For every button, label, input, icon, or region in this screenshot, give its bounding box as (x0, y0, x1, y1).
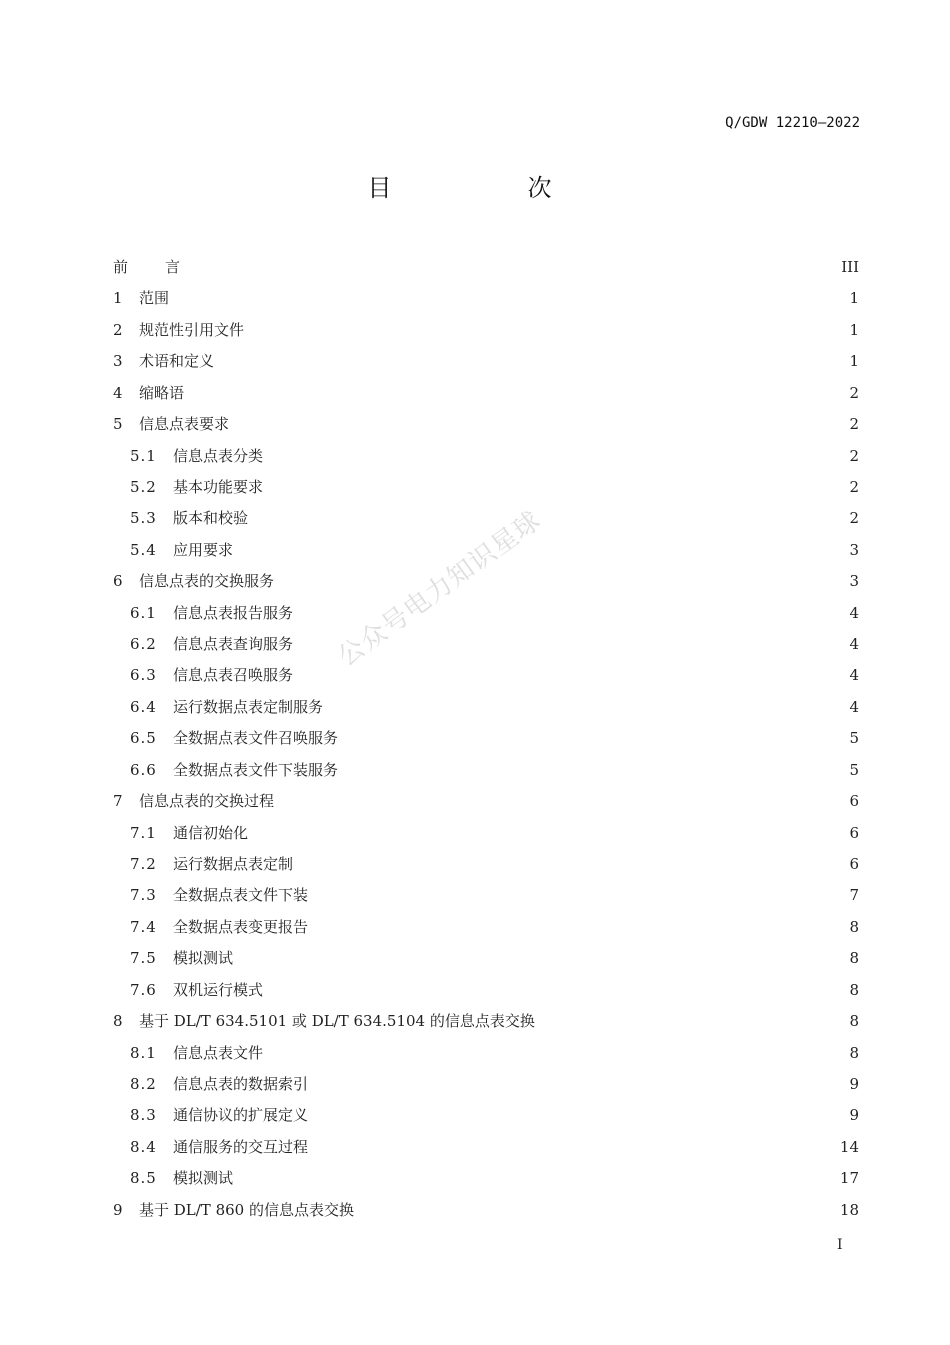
toc-entry-page: 2 (849, 446, 859, 465)
toc-entry-number: 7.4 (130, 917, 157, 936)
toc-entry-number: 8.4 (130, 1137, 157, 1156)
toc-entry-title: 运行数据点表定制服务 (173, 697, 324, 716)
toc-entry-number: 2 (113, 320, 123, 339)
toc-entry-title: 范围 (139, 289, 170, 308)
toc-entry-page: 7 (849, 886, 859, 905)
toc-entry-number: 8.2 (130, 1074, 157, 1093)
toc-entry[interactable] (113, 1136, 859, 1167)
table-of-contents (113, 256, 859, 1230)
toc-entry-title: 模拟测试 (173, 1169, 234, 1188)
toc-entry-number: 5 (113, 415, 123, 434)
toc-entry-page: 8 (849, 1043, 859, 1062)
toc-entry-number: 8.1 (130, 1043, 157, 1062)
toc-entry-number: 8.5 (130, 1169, 157, 1188)
toc-entry-number: 6 (113, 572, 123, 591)
toc-entry-page: 8 (849, 917, 859, 936)
toc-entry[interactable] (113, 539, 859, 570)
toc-entry[interactable] (113, 1199, 859, 1230)
toc-entry[interactable] (113, 319, 859, 350)
page-number: I (837, 1237, 843, 1253)
toc-entry-number: 8.3 (130, 1106, 157, 1125)
toc-entry-title: 基于 DL/T 634.5101 或 DL/T 634.5104 的信息点表交换 (139, 1012, 535, 1031)
toc-entry-title: 基于 DL/T 860 的信息点表交换 (139, 1200, 354, 1219)
toc-entry[interactable] (113, 1010, 859, 1041)
toc-entry-title: 应用要求 (173, 540, 234, 559)
toc-entry-title: 规范性引用文件 (139, 320, 245, 339)
toc-entry[interactable] (113, 476, 859, 507)
toc-entry-title: 全数据点表文件召唤服务 (173, 729, 339, 748)
toc-entry-number: 前 (113, 258, 129, 276)
toc-entry-number: 6.1 (130, 603, 157, 622)
toc-entry-page: 3 (849, 572, 859, 591)
toc-entry-number: 8 (113, 1012, 123, 1031)
toc-entry[interactable] (113, 759, 859, 790)
toc-entry[interactable] (113, 445, 859, 476)
toc-entry-title: 通信协议的扩展定义 (173, 1106, 309, 1125)
toc-entry-page: 17 (839, 1169, 859, 1188)
toc-entry-title: 基本功能要求 (173, 477, 264, 496)
toc-entry[interactable] (113, 507, 859, 538)
toc-entry-page: 9 (849, 1106, 859, 1125)
toc-entry-number: 5.4 (130, 540, 157, 559)
toc-entry-page: 4 (849, 603, 859, 622)
toc-entry-page: 6 (849, 792, 859, 811)
toc-entry[interactable] (113, 822, 859, 853)
toc-entry-page: 1 (849, 352, 859, 371)
toc-entry-title: 全数据点表变更报告 (173, 917, 309, 936)
toc-entry[interactable] (113, 350, 859, 381)
toc-entry-title: 信息点表文件 (173, 1043, 264, 1062)
toc-entry[interactable] (113, 884, 859, 915)
toc-entry-title: 运行数据点表定制 (173, 855, 294, 874)
toc-entry-number: 6.4 (130, 697, 157, 716)
toc-entry[interactable] (113, 853, 859, 884)
toc-entry[interactable] (113, 1042, 859, 1073)
toc-entry[interactable] (113, 696, 859, 727)
toc-entry-page: 14 (839, 1137, 859, 1156)
toc-entry[interactable] (113, 382, 859, 413)
toc-entry-page: 5 (849, 760, 859, 779)
toc-entry-page: 6 (849, 823, 859, 842)
toc-entry-page: 3 (849, 540, 859, 559)
toc-entry-number: 5.3 (130, 509, 157, 528)
toc-entry-title: 双机运行模式 (173, 980, 264, 999)
toc-entry[interactable] (113, 287, 859, 318)
toc-entry[interactable] (113, 947, 859, 978)
toc-entry-number: 7.5 (130, 949, 157, 968)
toc-entry[interactable] (113, 602, 859, 633)
toc-entry-page: 1 (849, 289, 859, 308)
toc-entry-page: 2 (849, 415, 859, 434)
toc-entry-number: 6.6 (130, 760, 157, 779)
toc-entry-title: 通信初始化 (173, 823, 249, 842)
toc-entry-page: 8 (849, 949, 859, 968)
document-code: Q/GDW 12210—2022 (725, 115, 860, 131)
toc-entry-title: 言 (165, 258, 181, 276)
toc-entry[interactable] (113, 256, 859, 287)
toc-entry-title: 术语和定义 (139, 352, 215, 371)
toc-entry-title: 全数据点表文件下装服务 (173, 760, 339, 779)
toc-entry-number: 7.6 (130, 980, 157, 999)
toc-entry-number: 6.5 (130, 729, 157, 748)
toc-entry-title: 信息点表召唤服务 (173, 666, 294, 685)
toc-entry-title: 版本和校验 (173, 509, 249, 528)
toc-entry-page: 8 (849, 980, 859, 999)
page-title: 目 次 (367, 174, 608, 202)
toc-entry-page: 2 (849, 509, 859, 528)
toc-entry[interactable] (113, 1073, 859, 1104)
toc-entry-page: 9 (849, 1074, 859, 1093)
toc-entry[interactable] (113, 790, 859, 821)
toc-entry-page: 4 (849, 635, 859, 654)
toc-entry-title: 信息点表的交换过程 (139, 792, 275, 811)
toc-entry[interactable] (113, 664, 859, 695)
toc-entry-page: 2 (849, 383, 859, 402)
watermark: 公众号电力知识星球 (332, 505, 547, 673)
toc-entry-page: 4 (849, 697, 859, 716)
toc-entry-page: 2 (849, 477, 859, 496)
toc-entry-title: 信息点表的数据索引 (173, 1074, 309, 1093)
toc-entry-title: 缩略语 (139, 383, 185, 402)
toc-entry-number: 3 (113, 352, 123, 371)
toc-entry-title: 信息点表的交换服务 (139, 572, 275, 591)
toc-entry-number: 6.2 (130, 635, 157, 654)
toc-entry-page: 6 (849, 855, 859, 874)
toc-entry[interactable] (113, 979, 859, 1010)
toc-entry[interactable] (113, 413, 859, 444)
toc-entry-title: 信息点表要求 (139, 415, 230, 434)
toc-entry-number: 5.2 (130, 477, 157, 496)
toc-entry-page: 5 (849, 729, 859, 748)
toc-entry-title: 信息点表报告服务 (173, 603, 294, 622)
toc-entry[interactable] (113, 916, 859, 947)
toc-entry-page: III (841, 258, 859, 276)
toc-entry[interactable] (113, 570, 859, 601)
toc-entry-number: 9 (113, 1200, 123, 1219)
toc-entry-page: 4 (849, 666, 859, 685)
toc-entry-title: 信息点表分类 (173, 446, 264, 465)
toc-entry[interactable] (113, 1104, 859, 1135)
toc-entry-number: 6.3 (130, 666, 157, 685)
toc-entry-page: 8 (849, 1012, 859, 1031)
toc-entry[interactable] (113, 1167, 859, 1198)
toc-entry-number: 7.2 (130, 855, 157, 874)
toc-entry[interactable] (113, 633, 859, 664)
toc-entry-title: 信息点表查询服务 (173, 635, 294, 654)
toc-entry-number: 4 (113, 383, 123, 402)
toc-entry-number: 7.3 (130, 886, 157, 905)
toc-entry-number: 5.1 (130, 446, 157, 465)
toc-entry[interactable] (113, 727, 859, 758)
toc-entry-title: 模拟测试 (173, 949, 234, 968)
toc-entry-number: 1 (113, 289, 123, 308)
toc-entry-page: 1 (849, 320, 859, 339)
toc-entry-title: 通信服务的交互过程 (173, 1137, 309, 1156)
toc-entry-title: 全数据点表文件下装 (173, 886, 309, 905)
toc-entry-number: 7 (113, 792, 123, 811)
toc-entry-page: 18 (839, 1200, 859, 1219)
toc-entry-number: 7.1 (130, 823, 157, 842)
